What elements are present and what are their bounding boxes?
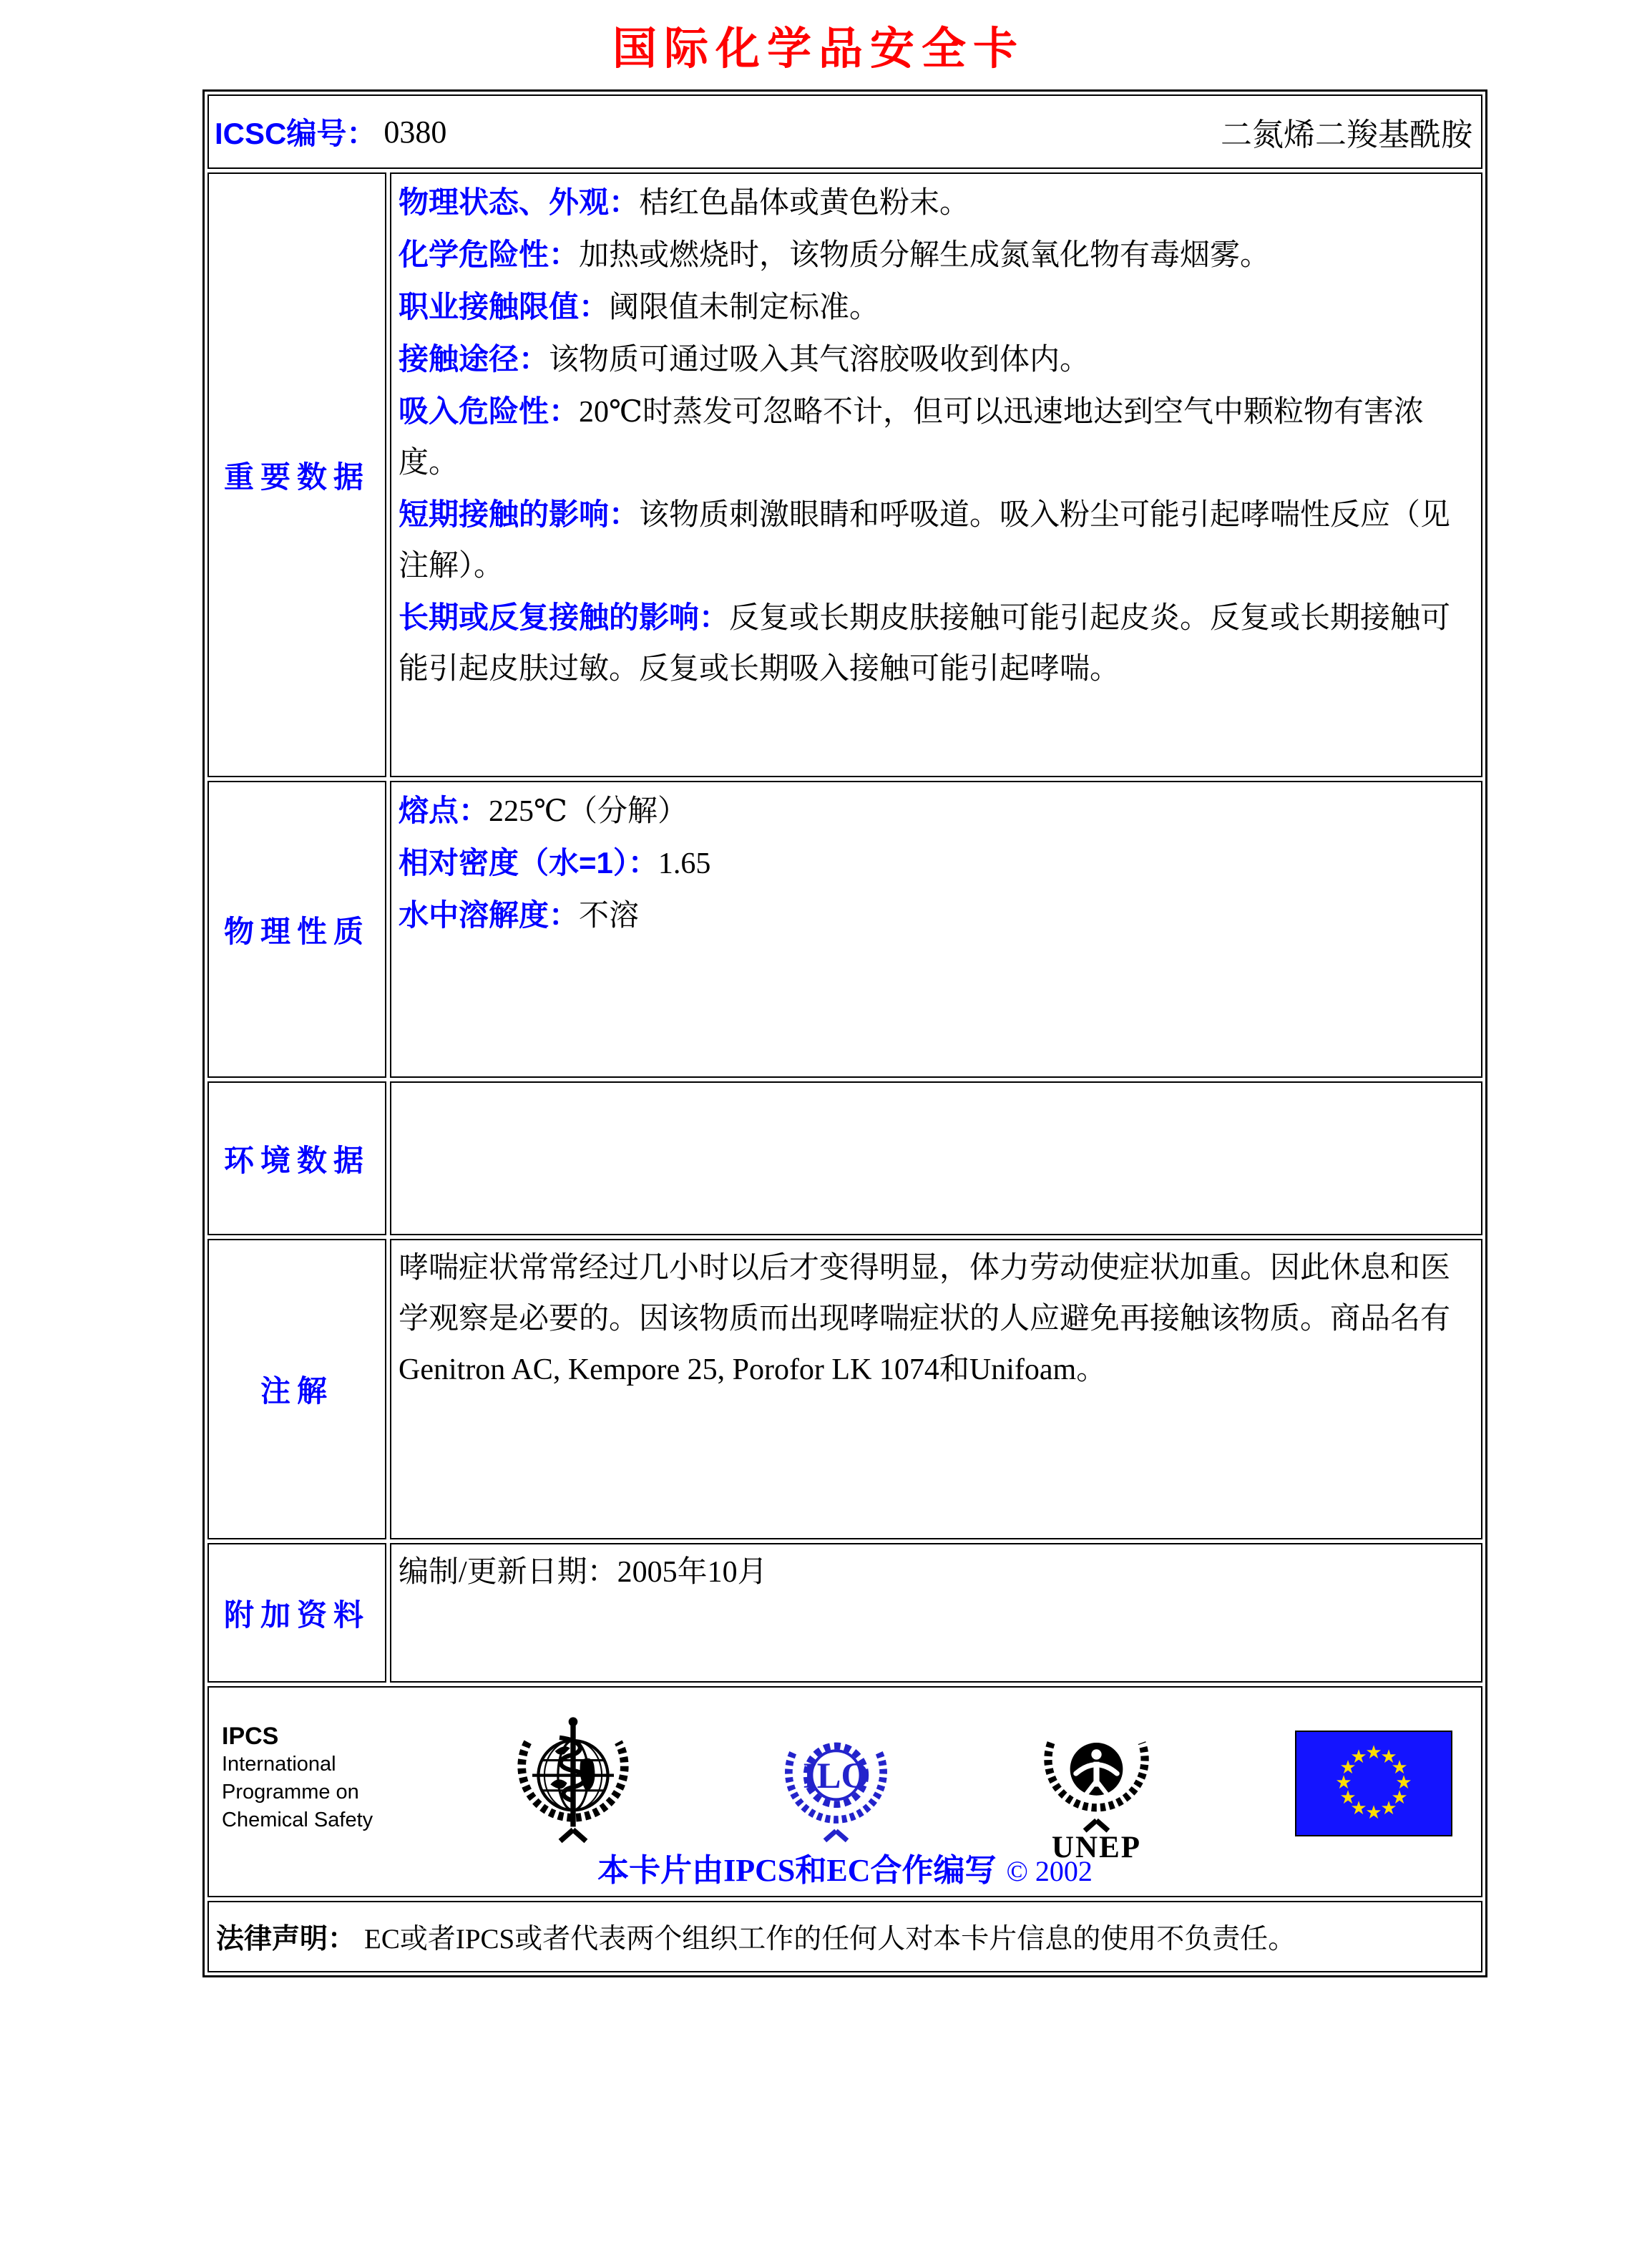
legal-notice-text: EC或者IPCS或者代表两个组织工作的任何人对本卡片信息的使用不负责任。 <box>364 1924 1296 1955</box>
svg-text:★: ★ <box>1335 1772 1352 1793</box>
svg-text:★: ★ <box>1339 1787 1357 1808</box>
environmental-data-content <box>390 1081 1482 1235</box>
physical-item <box>399 890 1474 942</box>
header-cell <box>207 94 1482 169</box>
item-label: 化学危险性： <box>399 238 580 271</box>
additional-item <box>399 1547 1474 1598</box>
item-text: 该物质可通过吸入其气溶胶吸收到体内。 <box>549 344 1090 376</box>
section-label-environment: 环境数据 <box>207 1081 386 1235</box>
ipcs-subtitle-line: Programme on <box>222 1781 359 1804</box>
svg-text:★: ★ <box>1350 1798 1367 1819</box>
item-text: 2005年10月 <box>617 1556 768 1589</box>
svg-text:UNEP: UNEP <box>1052 1830 1142 1864</box>
item-text: 不溶 <box>579 900 640 933</box>
svg-text:★: ★ <box>1395 1772 1412 1793</box>
footer-credit-text: 本卡片由IPCS和EC合作编写 <box>597 1853 997 1888</box>
section-label-important: 重要数据 <box>207 172 386 777</box>
ipcs-wordmark <box>222 1702 373 1834</box>
logos-cell <box>207 1686 1482 1897</box>
page-title: 国际化学品安全卡 <box>612 24 1025 74</box>
svg-text:★: ★ <box>1380 1746 1397 1767</box>
additional-info-content <box>390 1543 1482 1683</box>
svg-text:★: ★ <box>1391 1757 1408 1778</box>
physical-properties-row <box>207 781 1482 1078</box>
icsc-number-label: ICSC编号： <box>215 117 377 150</box>
item-text: 20℃时蒸发可忽略不计，但可以迅速地达到空气中颗粒物有害浓度。 <box>399 396 1425 480</box>
item-label: 短期接触的影响： <box>399 497 640 531</box>
important-item <box>399 177 1474 229</box>
item-label: 水中溶解度： <box>399 898 580 932</box>
section-label-notes: 注解 <box>207 1239 386 1539</box>
eu-flag-icon <box>1295 1731 1452 1840</box>
important-item <box>399 386 1474 489</box>
physical-item <box>399 837 1474 890</box>
svg-text:★: ★ <box>1391 1787 1408 1808</box>
physical-item <box>399 785 1474 837</box>
ipcs-title: IPCS <box>222 1723 279 1750</box>
additional-info-row <box>207 1543 1482 1683</box>
ilo-logo-icon <box>773 1718 899 1854</box>
logos-row <box>207 1686 1482 1897</box>
item-label: 长期或反复接触的影响： <box>399 600 730 634</box>
copyright-notice: © 2002 <box>1006 1855 1093 1887</box>
svg-text:★: ★ <box>1365 1802 1382 1823</box>
important-item <box>399 592 1474 695</box>
notes-content <box>390 1239 1482 1539</box>
notes-row <box>207 1239 1482 1539</box>
notes-text: 哮喘症状常常经过几小时以后才变得明显，体力劳动使症状加重。因此休息和医学观察是必要的。因该物质而出现哮喘症状的人应避免再接触该物质。商品名有Genitron AC, Kempore 25, Porofor LK 1074和Unifoam。 <box>399 1252 1451 1386</box>
item-text: 1.65 <box>658 847 711 880</box>
item-text: 反复或长期皮肤接触可能引起皮炎。反复或长期接触可能引起皮肤过敏。反复或长期吸入接触可能引起哮喘。 <box>399 602 1451 686</box>
safety-card-table <box>202 89 1487 1977</box>
item-label: 吸入危险性： <box>399 394 580 428</box>
substance-name: 二氮烯二羧基酰胺 <box>1221 117 1472 152</box>
who-logo-icon <box>505 1712 641 1851</box>
important-item <box>399 281 1474 334</box>
item-label: 物理状态、外观： <box>399 185 640 219</box>
svg-text:★: ★ <box>1350 1746 1367 1767</box>
item-label: 相对密度（水=1）： <box>399 846 658 880</box>
svg-text:★: ★ <box>1365 1742 1382 1763</box>
section-label-additional: 附加资料 <box>207 1543 386 1683</box>
item-label: 职业接触限值： <box>399 290 610 323</box>
svg-text:ILO: ILO <box>802 1755 869 1796</box>
ipcs-subtitle-line: International <box>222 1753 336 1776</box>
important-item <box>399 489 1474 592</box>
item-text: 阈限值未制定标准。 <box>609 291 880 324</box>
important-data-row <box>207 172 1482 777</box>
legal-notice-row <box>207 1901 1482 1972</box>
item-text: 225℃（分解） <box>489 795 688 828</box>
item-label: 接触途径： <box>399 342 549 376</box>
important-item <box>399 229 1474 281</box>
icsc-number-group <box>215 110 446 153</box>
item-text: 该物质刺激眼睛和呼吸道。吸入粉尘可能引起哮喘性反应（见注解）。 <box>399 499 1451 583</box>
item-label: 编制/更新日期： <box>399 1556 617 1589</box>
item-label: 熔点： <box>399 794 489 827</box>
item-text: 加热或燃烧时，该物质分解生成氮氧化物有毒烟雾。 <box>579 239 1271 272</box>
legal-notice-label: 法律声明： <box>216 1924 356 1955</box>
icsc-number-value: 0380 <box>383 114 447 150</box>
section-label-physical: 物理性质 <box>207 781 386 1078</box>
physical-properties-content <box>390 781 1482 1078</box>
footer-credit <box>209 1844 1481 1890</box>
environmental-data-row <box>207 1081 1482 1235</box>
important-data-content <box>390 172 1482 777</box>
svg-text:★: ★ <box>1380 1798 1397 1819</box>
svg-text:★: ★ <box>1339 1757 1357 1778</box>
header-row <box>207 94 1482 169</box>
ipcs-subtitle-line: Chemical Safety <box>222 1809 373 1831</box>
item-text: 桔红色晶体或黄色粉末。 <box>639 187 970 220</box>
important-item <box>399 334 1474 386</box>
legal-notice-cell <box>207 1901 1482 1972</box>
